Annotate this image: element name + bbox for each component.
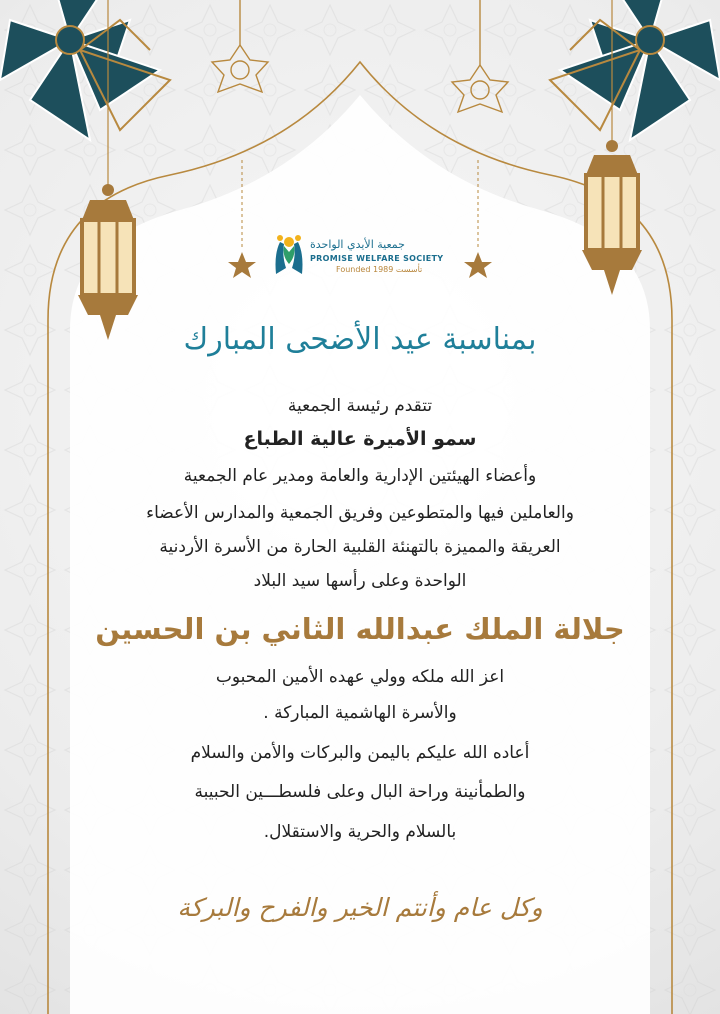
society-logo (270, 232, 450, 280)
princess-name: سمو الأميرة عالية الطباع (243, 428, 477, 450)
king-name: جلالة الملك عبدالله الثاني بن الحسين (95, 612, 625, 646)
body-line: العريقة والمميزة بالتهنئة القلبية الحارة من الأسرة الأردنية (159, 537, 561, 557)
flower-ornament-left (0, 0, 170, 140)
logo-arabic-name: جمعية الأيدي الواحدة (310, 238, 405, 251)
wish-line: بالسلام والحرية والاستقلال. (263, 822, 457, 842)
body-line: الواحدة وعلى رأسها سيد البلاد (253, 571, 467, 591)
logo-founded: Founded 1989 تأسست (336, 265, 423, 274)
hands-logo-icon (270, 234, 308, 278)
logo-english-name: PROMISE WELFARE SOCIETY (310, 254, 444, 263)
blessing-line: والأسرة الهاشمية المباركة . (263, 703, 457, 723)
body-line: والعاملين فيها والمتطوعين وفريق الجمعية والمدارس الأعضاء (146, 503, 574, 523)
greeting-title: بمناسبة عيد الأضحى المبارك (183, 322, 537, 357)
blessing-line: اعز الله ملكه وولي عهده الأمين المحبوب (215, 667, 505, 687)
flower-ornament-right (550, 0, 720, 140)
closing-wish: وكل عام وأنتم الخير والفرح والبركة (177, 893, 543, 922)
wish-line: أعاده الله عليكم باليمن والبركات والأمن والسلام (190, 743, 530, 763)
intro-line: تتقدم رئيسة الجمعية (287, 396, 433, 416)
wish-line: والطمأنينة وراحة البال وعلى فلسطـــين الحبيبة (194, 782, 526, 802)
hanging-star-left (212, 0, 268, 92)
hanging-star-right (452, 0, 508, 112)
body-line: وأعضاء الهيئتين الإدارية والعامة ومدير عام الجمعية (183, 466, 537, 486)
